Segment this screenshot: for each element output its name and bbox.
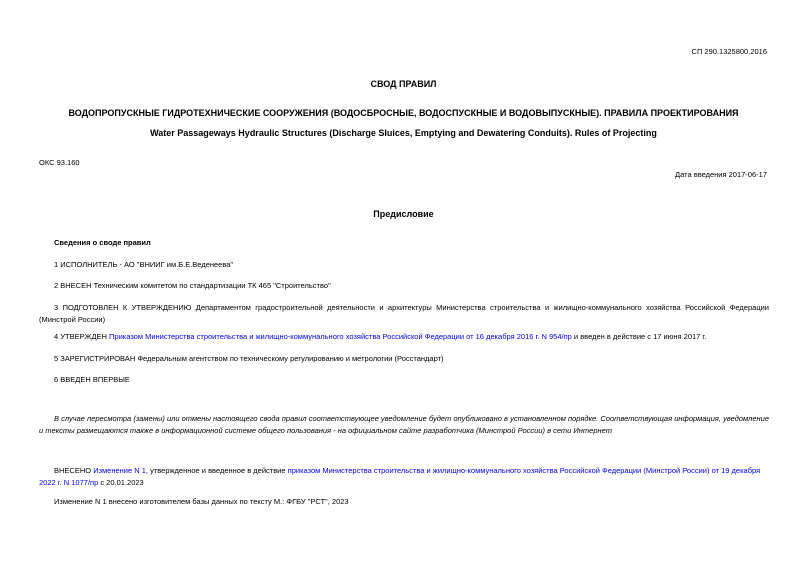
amendment-middle: , утвержденное и введенное в действие [145, 466, 288, 475]
amendment-prefix: ВНЕСЕНО [54, 466, 94, 475]
document-type-title: СВОД ПРАВИЛ [370, 79, 437, 89]
preface-item-2: 2 ВНЕСЕН Техническим комитетом по стандартизации ТК 465 "Строительство" [54, 281, 331, 290]
document-title-ru: ВОДОПРОПУСКНЫЕ ГИДРОТЕХНИЧЕСКИЕ СООРУЖЕНИЯ (ВОДОСБРОСНЫЕ, ВОДОСПУСКНЫЕ И ВОДОВЫПУСКНЫЕ). ПРАВИЛА ПРОЕКТИРОВАНИЯ [68, 108, 739, 118]
preface-item-6: 6 ВВЕДЕН ВПЕРВЫЕ [54, 375, 130, 384]
preface-item-3: 3 ПОДГОТОВЛЕН К УТВЕРЖДЕНИЮ Департаментом градостроительной деятельности и архитектуры Министерства строительства и жилищно-коммунального хозяйства Российской Федерации (Минстрой России) [39, 303, 769, 324]
document-code: СП 290.1325800.2016 [691, 47, 767, 56]
preface-item-1: 1 ИСПОЛНИТЕЛЬ - АО "ВНИИГ им.Б.Е.Веденеева" [54, 260, 234, 269]
approval-order-link[interactable]: Приказом Министерства строительства и жилищно-коммунального хозяйства Российской Федерации от 16 декабря 2016 г. N 954/пр [109, 332, 572, 341]
revision-notice: В случае пересмотра (замены) или отмены настоящего свода правил соответствующее уведомление будет опубликовано в установленном порядке. Соответствующая информация, уведомление и тексты размещаются также в информационной системе общего пользования - на официальном сайте разработчика (Минстрой России) в сети Интернет [39, 414, 769, 435]
amendment-note: Изменение N 1 внесено изготовителем базы данных по тексту М.: ФГБУ "РСТ", 2023 [54, 497, 349, 506]
document-title-en: Water Passageways Hydraulic Structures (Discharge Sluices, Emptying and Dewatering Conduits). Rules of Projecting [150, 128, 657, 138]
introduction-date: Дата введения 2017-06-17 [675, 170, 767, 179]
oks-code: ОКС 93.160 [39, 158, 80, 167]
amendment-change-link[interactable]: Изменение N 1 [93, 466, 146, 475]
preface-item-5: 5 ЗАРЕГИСТРИРОВАН Федеральным агентством по техническому регулированию и метрологии (Росстандарт) [54, 354, 444, 363]
preface-heading: Предисловие [373, 209, 434, 219]
preface-item-4 [39, 331, 769, 343]
item-4-suffix: и введен в действие с 17 июня 2017 г. [571, 332, 707, 341]
amendment-paragraph [39, 465, 769, 489]
preface-subheading: Сведения о своде правил [54, 238, 151, 247]
amendment-suffix: с 20.01.2023 [98, 478, 144, 487]
amendment-order-link[interactable]: приказом Министерства строительства и жилищно-коммунального хозяйства Российской Федерации (Минстрой России) от 19 декабря 2022 г. N 1077/пр [39, 466, 761, 487]
item-4-prefix: 4 УТВЕРЖДЕН [54, 332, 110, 341]
